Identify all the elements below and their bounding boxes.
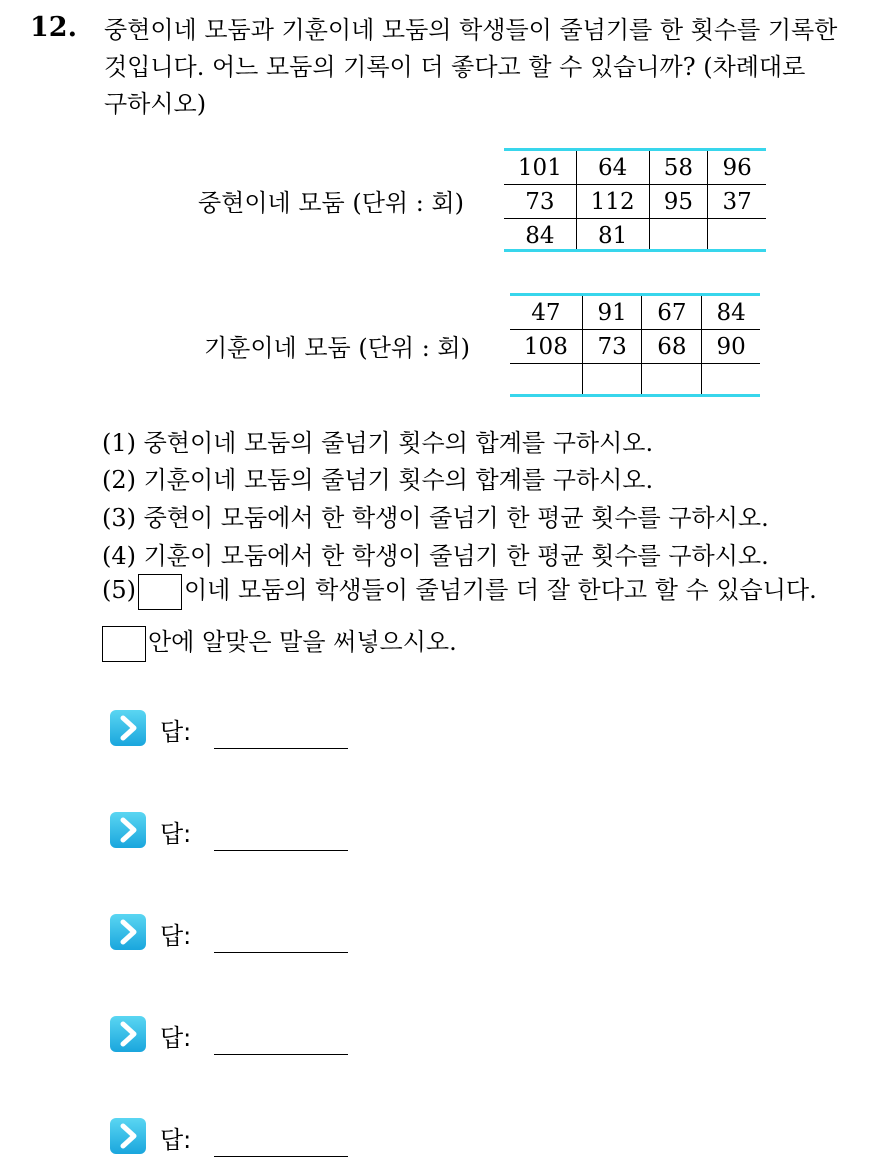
table2-cell: 47 (510, 296, 582, 330)
table2-cell: 67 (642, 296, 702, 330)
instruction (102, 622, 457, 662)
table1-bottom-rule (504, 249, 766, 252)
table1-cell: 95 (649, 185, 708, 219)
chevron-right-icon (110, 710, 146, 746)
chevron-right-icon (110, 1016, 146, 1052)
table2-cell: 91 (582, 296, 642, 330)
table2-cell: 68 (642, 330, 702, 364)
question-number: 12. (30, 12, 77, 43)
answer-blank-line[interactable] (214, 1054, 348, 1055)
stem-line: 중현이네 모둠과 기훈이네 모둠의 학생들이 줄넘기를 한 횟수를 기록한 (104, 16, 838, 44)
table1-cell: 81 (576, 219, 649, 253)
stem-line: 구하시오) (104, 90, 207, 118)
table2-record (510, 296, 760, 397)
subquestion-3: (3) 중현이 모둠에서 한 학생이 줄넘기 한 평균 횟수를 구하시오. (102, 504, 769, 532)
table1-record (504, 151, 766, 252)
table1-cell: 112 (576, 185, 649, 219)
table2-cell (642, 364, 702, 398)
answer-label: 답: (160, 1126, 192, 1154)
subquestion-5-text: 이네 모둠의 학생들이 줄넘기를 더 잘 한다고 할 수 있습니다. (184, 576, 817, 604)
answer-label: 답: (160, 718, 192, 746)
instruction-text: 안에 알맞은 말을 써넣으시오. (148, 628, 457, 656)
chevron-right-icon (110, 812, 146, 848)
answer-blank-line[interactable] (214, 850, 348, 851)
table1-cell: 37 (708, 185, 766, 219)
table1-cell (649, 219, 708, 253)
table1-label: 중현이네 모둠 (단위 : 회) (198, 189, 464, 217)
answer-blank-line[interactable] (214, 748, 348, 749)
subquestion-5 (102, 570, 817, 610)
table2-label: 기훈이네 모둠 (단위 : 회) (204, 334, 470, 362)
subquestion-5-number: (5) (102, 576, 136, 604)
stem-line: 것입니다. 어느 모둠의 기록이 더 좋다고 할 수 있습니까? (차례대로 (104, 53, 806, 81)
chevron-right-icon (110, 914, 146, 950)
answer-label: 답: (160, 922, 192, 950)
answer-label: 답: (160, 820, 192, 848)
table1-cell: 58 (649, 151, 708, 185)
blank-box[interactable] (138, 574, 182, 610)
table2-cell: 73 (582, 330, 642, 364)
table2-cell (582, 364, 642, 398)
chevron-right-icon (110, 1118, 146, 1154)
table1-cell: 84 (504, 219, 576, 253)
table1-cell: 101 (504, 151, 576, 185)
question-stem (104, 12, 874, 123)
table1-cell: 73 (504, 185, 576, 219)
answer-label: 답: (160, 1024, 192, 1052)
table2-cell: 108 (510, 330, 582, 364)
table2-cell (702, 364, 760, 398)
table1-cell: 64 (576, 151, 649, 185)
table2-cell (510, 364, 582, 398)
table1-cell (708, 219, 766, 253)
subquestion-1: (1) 중현이네 모둠의 줄넘기 횟수의 합계를 구하시오. (102, 429, 654, 457)
subquestion-4: (4) 기훈이 모둠에서 한 학생이 줄넘기 한 평균 횟수를 구하시오. (102, 542, 769, 570)
answer-blank-line[interactable] (214, 952, 348, 953)
table2-cell: 84 (702, 296, 760, 330)
table1-cell: 96 (708, 151, 766, 185)
answer-blank-line[interactable] (214, 1156, 348, 1157)
table2-bottom-rule (510, 394, 760, 397)
table2-cell: 90 (702, 330, 760, 364)
blank-box-example (102, 626, 146, 662)
subquestion-2: (2) 기훈이네 모둠의 줄넘기 횟수의 합계를 구하시오. (102, 466, 654, 494)
